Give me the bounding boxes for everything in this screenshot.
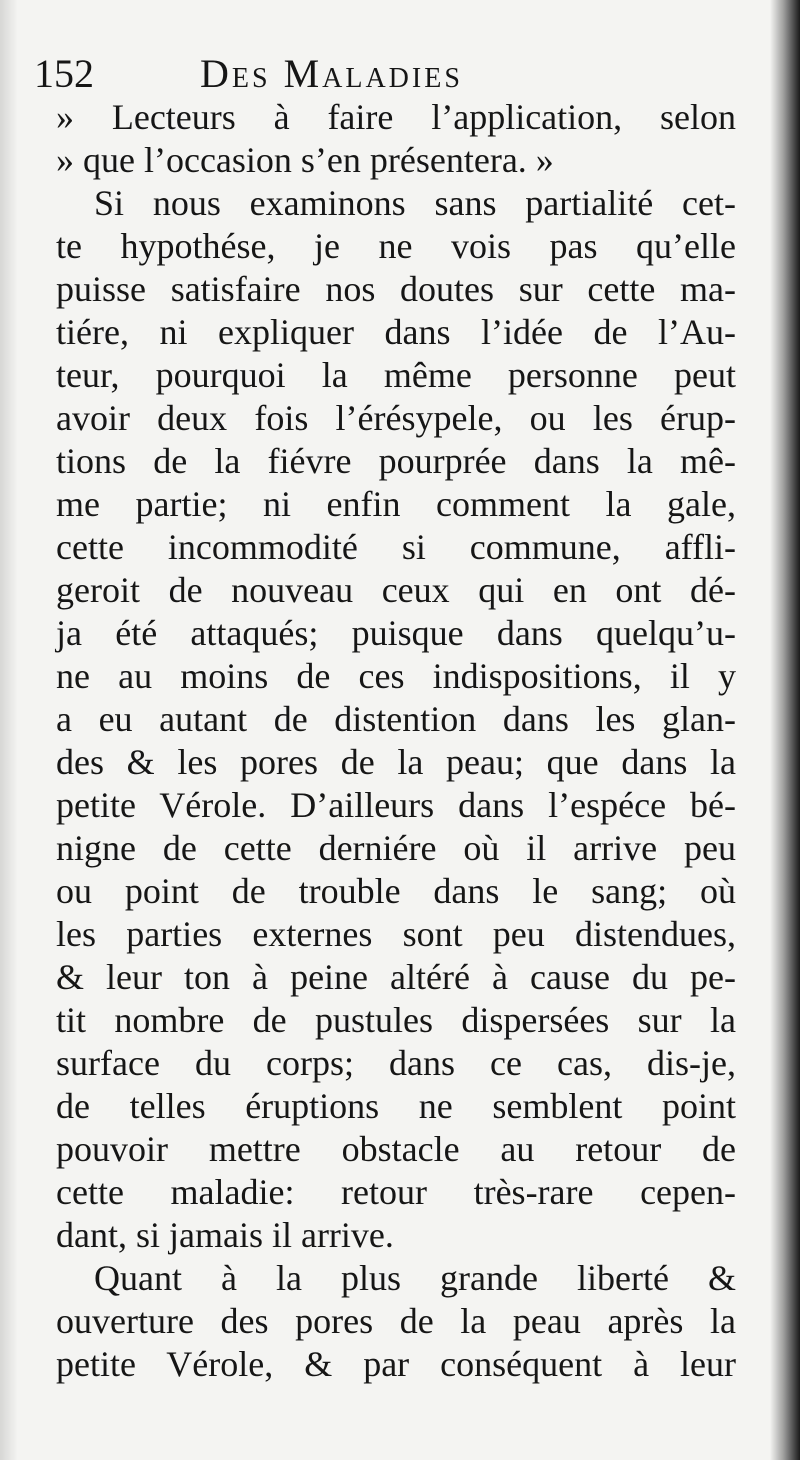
text-line: de telles éruptions ne semblent point bbox=[56, 1086, 736, 1126]
text-line: te hypothése, je ne vois pas qu’elle bbox=[56, 226, 736, 266]
text-line: des & les pores de la peau; que dans la bbox=[56, 742, 736, 782]
text-line: nigne de cette derniére où il arrive peu bbox=[56, 828, 736, 868]
text-line: teur, pourquoi la même personne peut bbox=[56, 355, 736, 395]
text-line: » Lecteurs à faire l’application, selon bbox=[56, 97, 736, 137]
text-line: petite Vérole, & par conséquent à leur bbox=[56, 1344, 736, 1384]
text-line: & leur ton à peine altéré à cause du pe- bbox=[56, 957, 736, 997]
text-line: les parties externes sont peu distendues, bbox=[56, 914, 736, 954]
text-line: geroit de nouveau ceux qui en ont dé- bbox=[56, 570, 736, 610]
running-title: Des Maladies bbox=[200, 51, 463, 96]
text-line: avoir deux fois l’érésypele, ou les érup- bbox=[56, 398, 736, 438]
text-line: Quant à la plus grande liberté & bbox=[94, 1258, 736, 1298]
page-number: 152 bbox=[34, 51, 94, 96]
text-line: » que l’occasion s’en présentera. » bbox=[56, 140, 554, 180]
text-line: cette incommodité si commune, affli- bbox=[56, 527, 736, 567]
text-line: dant, si jamais il arrive. bbox=[56, 1215, 394, 1255]
text-line: pouvoir mettre obstacle au retour de bbox=[56, 1129, 736, 1169]
text-line: tit nombre de pustules dispersées sur la bbox=[56, 1000, 736, 1040]
text-line: surface du corps; dans ce cas, dis-je, bbox=[56, 1043, 736, 1083]
body-text bbox=[56, 96, 736, 1386]
text-line: tions de la fiévre pourprée dans la mê- bbox=[56, 441, 736, 481]
text-line: ouverture des pores de la peau après la bbox=[56, 1301, 736, 1341]
text-line: ne au moins de ces indispositions, il y bbox=[56, 656, 736, 696]
text-line: petite Vérole. D’ailleurs dans l’espéce bé- bbox=[56, 785, 736, 825]
text-line: cette maladie: retour très-rare cepen- bbox=[56, 1172, 736, 1212]
text-line: ou point de trouble dans le sang; où bbox=[56, 871, 736, 911]
text-line: Si nous examinons sans partialité cet- bbox=[94, 183, 736, 223]
text-line: ja été attaqués; puisque dans quelqu’u- bbox=[56, 613, 736, 653]
text-line: a eu autant de distention dans les glan- bbox=[56, 699, 736, 739]
text-line: tiére, ni expliquer dans l’idée de l’Au- bbox=[56, 312, 736, 352]
text-line: me partie; ni enfin comment la gale, bbox=[56, 484, 736, 524]
text-line: puisse satisfaire nos doutes sur cette ma- bbox=[56, 269, 736, 309]
running-head bbox=[34, 50, 734, 98]
